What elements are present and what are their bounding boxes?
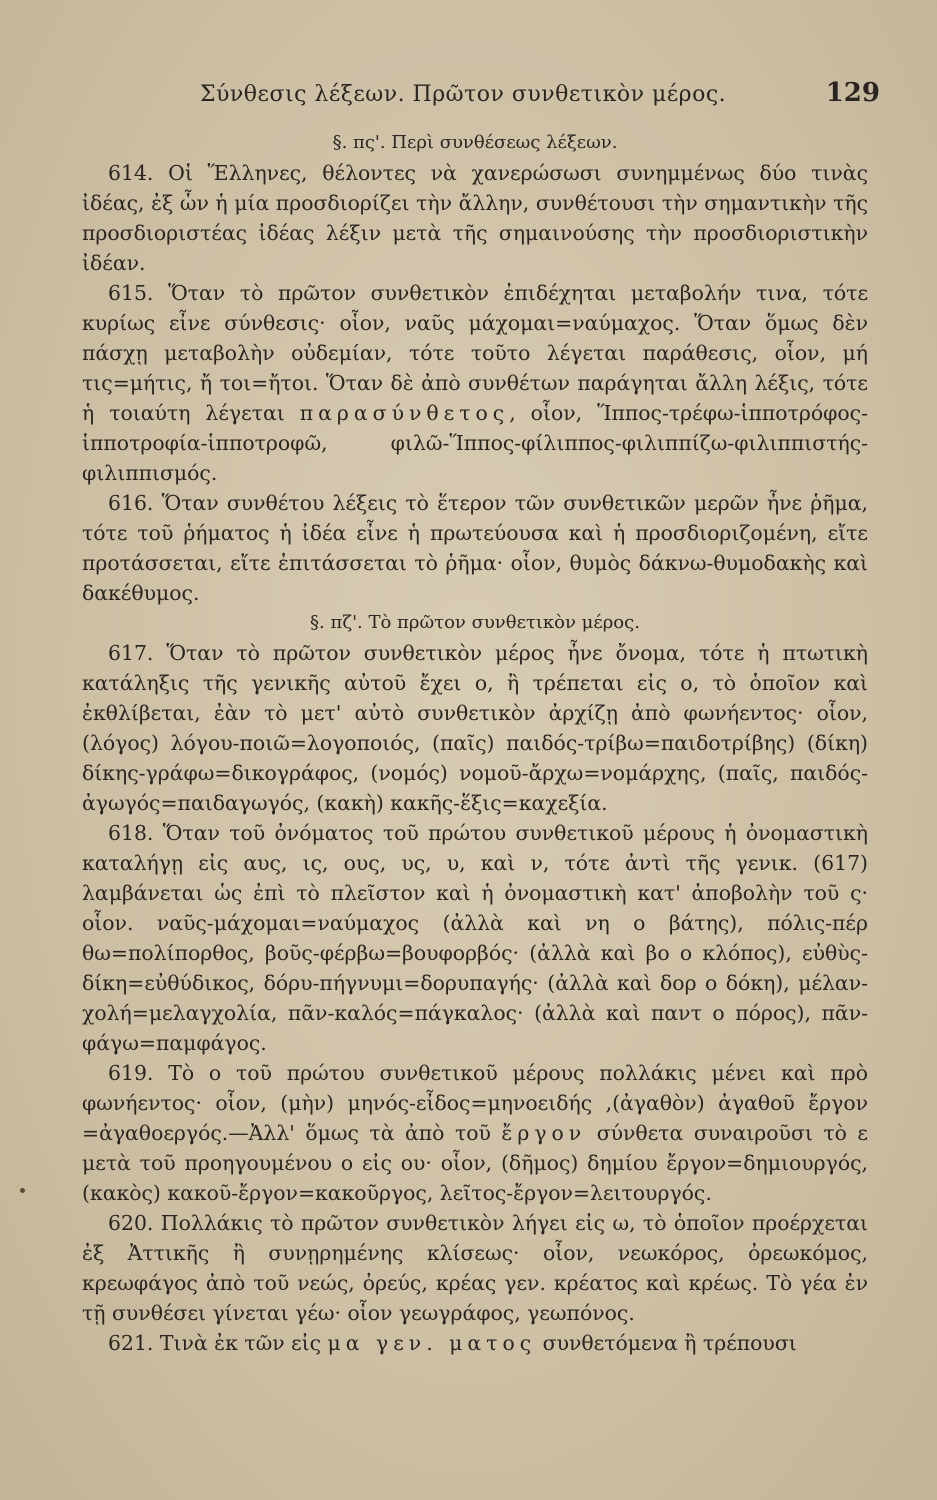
paragraph-620 (82, 1208, 868, 1328)
paragraph-number: 618. (108, 821, 154, 845)
paragraph-617 (82, 638, 868, 818)
section-heading: §. πς'. Περὶ συνθέσεως λέξεων. (332, 132, 618, 153)
paragraph-text: Πολλάκις τὸ πρῶτον συνθετικὸν λήγει εἰς ω, τὸ ὁποῖον προέρχεται ἐξ Ἀττικῆς ἢ συνῃρημένης κλίσεως· οἷον, νεωκόρος, ὀρεωκόμος, κρεωφάγος ἀπὸ τοῦ νεώς, ὀρεύς, κρέας γεν. κρέατος καὶ κρέως. Τὸ γέα ἐν τῇ συνθέσει γίνεται γέω· οἷον γεωγράφος, γεωπόνος. (82, 1211, 869, 1325)
ink-spot (20, 1188, 25, 1193)
paragraph-text: Ὅταν τοῦ ὀνόματος τοῦ πρώτου συνθετικοῦ μέρους ἡ ὀνομαστικὴ καταλήγῃ εἰς αυς, ις, ους, υς, υ, καὶ ν, τότε ἀντὶ τῆς γενικ. (617) λαμβάνεται ὡς ἐπὶ τὸ πλεῖστον καὶ ἡ ὀνομαστικὴ κατ' ἀποβολὴν τοῦ ς· οἷον. ναῦς-μάχομαι=ναύμαχος (ἀλλὰ καὶ νη ο βάτης), πόλις-πέρ θω=πολίπορθος, βοῦς-φέρβω=βουφορβός· (ἀλλὰ καὶ βο ο κλόπος), εὐθὺς-δίκη=εὐθύδικος, δόρυ-πήγνυμι=δορυπαγής· (ἀλλὰ καὶ δορ ο δόκη), μέλαν-χολή=μελαγχολία, πᾶν-καλός=πάγκαλος· (ἀλλὰ καὶ παντ ο πόρος), πᾶν-φάγω=παμφάγος. (82, 821, 869, 1055)
paragraph-number: 616. (108, 491, 154, 515)
page-body (82, 128, 868, 1358)
paragraph-621 (82, 1328, 868, 1358)
paragraph-text: σύνθετα συναιροῦσι τὸ ε μετὰ τοῦ προηγουμένου ο εἰς ου· οἷον, (δῆμος) δημίου ἔργον=δημιουργός,(κακὸς) κακοῦ-ἔργον=κακοῦργος, λεῖτος-ἔργον=λειτουργός. (82, 1121, 868, 1205)
paragraph-number: 621. (108, 1331, 154, 1355)
paragraph-619 (82, 1058, 868, 1208)
spaced-term: μα γεν. ματος (327, 1331, 537, 1355)
paragraph-615 (82, 278, 868, 488)
paragraph-text: Τὸ ο τοῦ πρώτου συνθετικοῦ μέρους πολλάκις μένει καὶ πρὸ φωνήεντος· οἷον, (μὴν) μηνός-εἶδος=μηνοειδής ,(ἀγαθὸν) ἀγαθοῦ ἔργον =ἀγαθοεργός.—Ἀλλ' ὅμως τὰ ἀπὸ τοῦ (82, 1061, 869, 1145)
paragraph-text: Ὅταν συνθέτου λέξεις τὸ ἕτερον τῶν συνθετικῶν μερῶν ἦνε ῥῆμα, τότε τοῦ ῥήματος ἡ ἰδέα εἶνε ἡ πρωτεύουσα καὶ ἡ προσδιοριζομένη, εἴτε προτάσσεται, εἴτε ἐπιτάσσεται τὸ ῥῆμα· οἷον, θυμὸς δάκνω-θυμοδακὴς καὶ δακέθυμος. (82, 491, 868, 605)
paragraph-618 (82, 818, 868, 1058)
running-title: Σύνθεσις λέξεων. Πρῶτον συνθετικὸν μέρος. (200, 82, 727, 107)
paragraph-text: συνθετόμενα ἢ τρέπουσι (536, 1331, 797, 1355)
paragraph-number: 620. (108, 1211, 154, 1235)
paragraph-614 (82, 158, 868, 278)
paragraph-number: 615. (108, 281, 154, 305)
paragraph-text: Τινὰ ἐκ τῶν εἰς (159, 1331, 328, 1355)
page-header (200, 78, 880, 122)
paragraph-text: , οἷον, Ἵππος-τρέφω-ἱπποτρόφος-ἱπποτροφία-ἱπποτροφῶ, φιλῶ-Ἵππος-φίλιππος-φιλιππίζω-φιλιππιστής-φιλιππισμός. (82, 401, 868, 485)
spaced-term: παρασύνθετος (299, 401, 510, 425)
paragraph-number: 617. (108, 641, 154, 665)
paragraph-616 (82, 488, 868, 608)
section-heading: §. πζ'. Τὸ πρῶτον συνθετικὸν μέρος. (310, 612, 640, 633)
paragraph-number: 614. (108, 161, 154, 185)
paragraph-text: Οἱ Ἕλληνες, θέλοντες νὰ χανερώσωσι συνημμένως δύο τινὰς ἰδέας, ἐξ ὧν ἡ μία προσδιορίζει τὴν ἄλλην, συνθέτουσι τὴν σημαντικὴν τῆς προσδιοριστέας ἰδέας λέξιν μετὰ τῆς σημαινούσης τὴν προσδιοριστικὴν ἰδέαν. (82, 161, 869, 275)
paragraph-text: Ὅταν τὸ πρῶτον συνθετικὸν μέρος ἦνε ὄνομα, τότε ἡ πτωτικὴ κατάληξις τῆς γενικῆς αὐτοῦ ἔχει ο, ἢ τρέπεται εἰς ο, τὸ ὁποῖον καὶ ἐκθλίβεται, ἐὰν τὸ μετ' αὐτὸ συνθετικὸν ἀρχίζῃ ἀπὸ φωνήεντος· οἷον, (λόγος) λόγου-ποιῶ=λογοποιός, (παῖς) παιδός-τρίβω=παιδοτρίβης) (δίκη) δίκης-γράφω=δικογράφος, (νομός) νομοῦ-ἄρχω=νομάρχης, (παῖς, παιδός-ἀγωγός=παιδαγωγός, (κακὴ) κακῆς-ἕξις=καχεξία. (82, 641, 868, 815)
paragraph-text: Ὅταν τὸ πρῶτον συνθετικὸν ἐπιδέχηται μεταβολήν τινα, τότε κυρίως εἶνε σύνθεσις· οἷον, ναῦς μάχομαι=ναύμαχος. Ὅταν ὅμως δὲν πάσχῃ μεταβολὴν οὐδεμίαν, τότε τοῦτο λέγεται παράθεσις, οἷον, μή τις=μήτις, ἤ τοι=ἤτοι. Ὅταν δὲ ἀπὸ συνθέτων παράγηται ἄλλη λέξις, τότε ἡ τοιαύτη λέγεται (82, 281, 869, 425)
spaced-term: ἔργον (501, 1121, 587, 1145)
page-number: 129 (825, 78, 880, 108)
paragraph-number: 619. (108, 1061, 154, 1085)
